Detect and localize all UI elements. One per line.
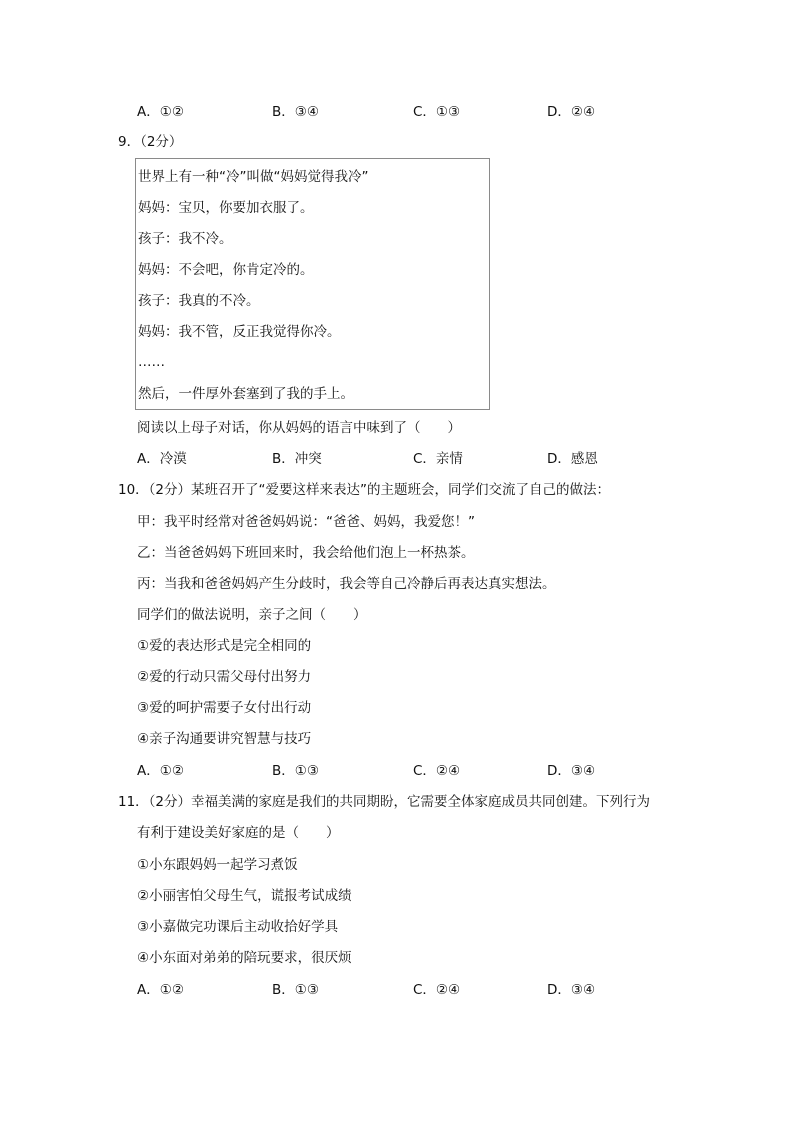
q11-header: 11．（2分）幸福美满的家庭是我们的共同期盼，它需要全体家庭成员共同创建。下列行为: [118, 794, 651, 810]
q9-stem: 阅读以上母子对话，你从妈妈的语言中味到了（ ）: [137, 420, 461, 436]
q10-stem: 同学们的做法说明，亲子之间（ ）: [137, 607, 367, 623]
q10-statement: ①爱的表达形式是完全相同的: [137, 638, 312, 654]
q9-box-line: 妈妈：我不管，反正我觉得你冷。: [138, 324, 341, 340]
q11-option-d: D．③④: [547, 982, 596, 998]
q11-statement: ③小嘉做完功课后主动收拾好学具: [137, 919, 339, 935]
q11-option-a: A．①②: [137, 982, 184, 998]
q9-option-a: A．冷漠: [137, 451, 187, 467]
q11-statement: ①小东跟妈妈一起学习煮饭: [137, 857, 298, 873]
q10-line: 乙：当爸爸妈妈下班回来时，我会给他们泡上一杯热茶。: [137, 545, 475, 561]
q9-option-c: C．亲情: [413, 451, 463, 467]
q9-header: 9．（2分）: [118, 134, 183, 150]
q9-box-line: 孩子：我真的不冷。: [138, 293, 260, 309]
q9-box-line: 妈妈：宝贝，你要加衣服了。: [138, 200, 314, 216]
q10-statement: ②爱的行动只需父母付出努力: [137, 669, 312, 685]
q9-box-line: 妈妈：不会吧，你肯定冷的。: [138, 262, 314, 278]
q11-statement: ④小东面对弟弟的陪玩要求，很厌烦: [137, 950, 352, 966]
q8-option-c: C．①③: [413, 104, 461, 120]
q9-dialogue-box: [135, 158, 490, 410]
q11-option-b: B．①③: [272, 982, 319, 998]
q10-option-d: D．③④: [547, 763, 596, 779]
q10-option-c: C．②④: [413, 763, 461, 779]
q11-statement: ②小丽害怕父母生气，谎报考试成绩: [137, 888, 352, 904]
q8-option-b: B．③④: [272, 104, 319, 120]
q8-option-a: A．①②: [137, 104, 184, 120]
q10-option-a: A．①②: [137, 763, 184, 779]
q9-box-line: 然后，一件厚外套塞到了我的手上。: [138, 386, 354, 402]
q11-stem: 有利于建设美好家庭的是（ ）: [137, 825, 340, 841]
q10-header: 10．（2分）某班召开了“爱要这样来表达”的主题班会，同学们交流了自己的做法：: [118, 482, 611, 498]
q9-option-b: B．冲突: [272, 451, 322, 467]
q11-option-c: C．②④: [413, 982, 461, 998]
q10-statement: ④亲子沟通要讲究智慧与技巧: [137, 731, 312, 747]
q9-option-d: D．感恩: [547, 451, 598, 467]
q8-option-d: D．②④: [547, 104, 596, 120]
q10-line: 丙：当我和爸爸妈妈产生分歧时，我会等自己冷静后再表达真实想法。: [137, 576, 556, 592]
q9-box-line: 世界上有一种“冷”叫做“妈妈觉得我冷”: [138, 169, 369, 185]
q10-statement: ③爱的呵护需要子女付出行动: [137, 700, 312, 716]
q9-box-line: 孩子：我不冷。: [138, 231, 233, 247]
q9-box-line: ……: [138, 354, 165, 370]
q10-line: 甲：我平时经常对爸爸妈妈说：“爸爸、妈妈，我爱您！”: [137, 514, 475, 530]
q10-option-b: B．①③: [272, 763, 319, 779]
